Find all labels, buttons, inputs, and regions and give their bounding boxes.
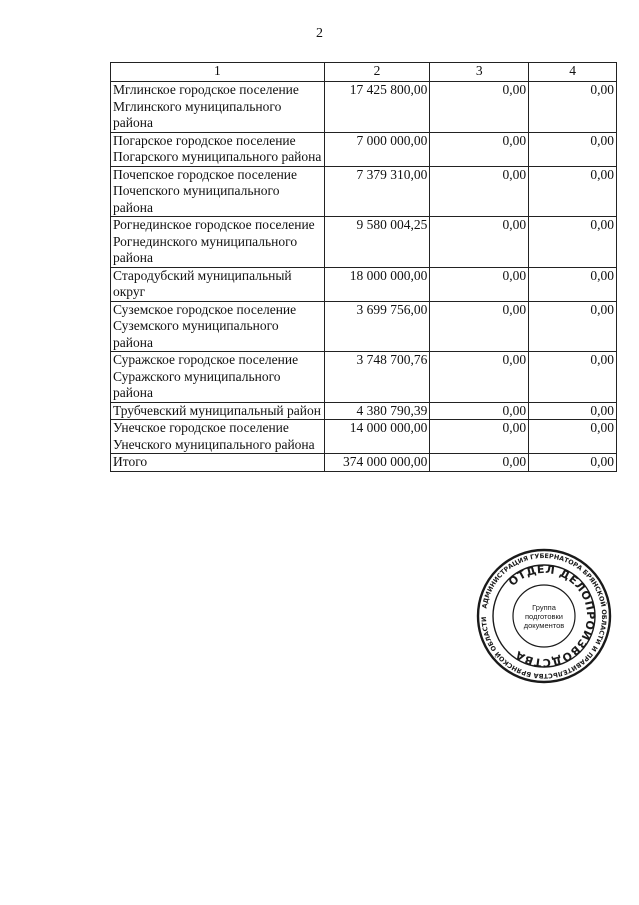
row-col-3: 0,00 [430,301,529,352]
header-col-4: 4 [529,63,617,82]
row-col-3: 0,00 [430,166,529,217]
row-col-4: 0,00 [529,166,617,217]
row-col-2: 3 699 756,00 [324,301,430,352]
row-col-2: 9 580 004,25 [324,217,430,268]
row-col-2: 14 000 000,00 [324,420,430,454]
stamp-center-line-3: документов [523,621,565,630]
stamp-center-line-2: подготовки [525,612,563,621]
table-row [111,352,617,403]
row-name: Почепское городское поселение Почепского муниципального района [111,166,325,217]
row-col-2: 18 000 000,00 [324,267,430,301]
header-col-3: 3 [430,63,529,82]
page-number: 2 [316,26,323,41]
header-col-1: 1 [111,63,325,82]
row-col-4: 0,00 [529,132,617,166]
row-name: Унечское городское поселение Унечского муниципального района [111,420,325,454]
department-stamp [476,548,612,684]
table-header-row [111,63,617,82]
table-row [111,217,617,268]
total-col-2: 374 000 000,00 [324,454,430,472]
row-col-3: 0,00 [430,217,529,268]
row-col-4: 0,00 [529,352,617,403]
total-col-3: 0,00 [430,454,529,472]
row-col-4: 0,00 [529,301,617,352]
row-col-2: 17 425 800,00 [324,82,430,133]
row-col-3: 0,00 [430,352,529,403]
total-col-4: 0,00 [529,454,617,472]
stamp-inner-text: ОТДЕЛ ДЕЛОПРОИЗВОДСТВА [506,562,598,670]
row-name: Суражское городское поселение Суражского муниципального района [111,352,325,403]
row-col-3: 0,00 [430,82,529,133]
header-col-2: 2 [324,63,430,82]
table-row [111,82,617,133]
row-col-3: 0,00 [430,267,529,301]
total-row [111,454,617,472]
table-row [111,267,617,301]
row-name: Рогнединское городское поселение Рогнединского муниципального района [111,217,325,268]
row-name: Погарское городское поселение Погарского муниципального района [111,132,325,166]
table-row [111,132,617,166]
budget-table [110,62,617,472]
row-name: Мглинское городское поселение Мглинского муниципального района [111,82,325,133]
row-col-4: 0,00 [529,82,617,133]
table-row [111,301,617,352]
table-row [111,166,617,217]
row-col-2: 4 380 790,39 [324,402,430,420]
row-col-4: 0,00 [529,420,617,454]
row-col-4: 0,00 [529,217,617,268]
stamp-center-line-1: Группа [532,603,556,612]
table-row [111,402,617,420]
row-col-4: 0,00 [529,402,617,420]
table-row [111,420,617,454]
row-col-2: 3 748 700,76 [324,352,430,403]
row-name: Суземское городское поселение Суземского муниципального района [111,301,325,352]
row-name: Трубчевский муниципальный район [111,402,325,420]
row-col-3: 0,00 [430,402,529,420]
total-label: Итого [111,454,325,472]
row-name: Стародубский муниципальный округ [111,267,325,301]
row-col-3: 0,00 [430,420,529,454]
stamp-outer-text: АДМИНИСТРАЦИЯ ГУБЕРНАТОРА БРЯНСКОЙ ОБЛАСТИ И ПРАВИТЕЛЬСТВА БРЯНСКОЙ ОБЛАСТИ [479,551,609,681]
row-col-2: 7 379 310,00 [324,166,430,217]
row-col-2: 7 000 000,00 [324,132,430,166]
row-col-4: 0,00 [529,267,617,301]
row-col-3: 0,00 [430,132,529,166]
